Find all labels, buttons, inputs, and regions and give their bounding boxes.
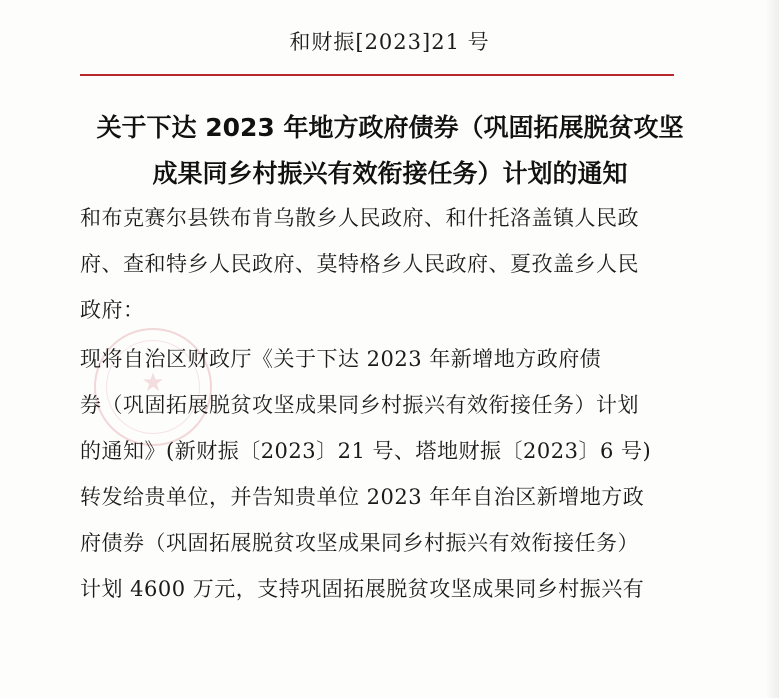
body-line-4: 转发给贵单位，并告知贵单位 2023 年年自治区新增地方政 xyxy=(80,485,645,509)
red-header-rule xyxy=(80,74,674,76)
body-line-3: 的通知》(新财振〔2023〕21 号、塔地财振〔2023〕6 号) xyxy=(80,439,652,463)
body-line-6: 计划 4600 万元，支持巩固拓展脱贫攻坚成果同乡村振兴有 xyxy=(80,577,645,601)
scan-edge-shadow xyxy=(765,0,779,698)
body-line-5: 府债券（巩固拓展脱贫攻坚成果同乡村振兴有效衔接任务） xyxy=(80,531,639,555)
seal-star-icon: ★ xyxy=(141,368,165,398)
addressee-line-1: 和布克赛尔县铁布肯乌散乡人民政府、和什托洛盖镇人民政 xyxy=(80,206,639,230)
document-number: 和财振[2023]21 号 xyxy=(289,30,490,54)
addressee-line-3: 政府： xyxy=(80,298,145,322)
body-line-2: 券（巩固拓展脱贫攻坚成果同乡村振兴有效衔接任务）计划 xyxy=(80,393,639,417)
body-line-1: 现将自治区财政厅《关于下达 2023 年新增地方政府债 xyxy=(80,347,602,371)
document-title-line-1: 关于下达 2023 年地方政府债券（巩固拓展脱贫攻坚 xyxy=(96,113,684,142)
addressee-line-2: 府、查和特乡人民政府、莫特格乡人民政府、夏孜盖乡人民 xyxy=(80,252,639,276)
document-title-line-2: 成果同乡村振兴有效衔接任务）计划的通知 xyxy=(152,159,628,188)
